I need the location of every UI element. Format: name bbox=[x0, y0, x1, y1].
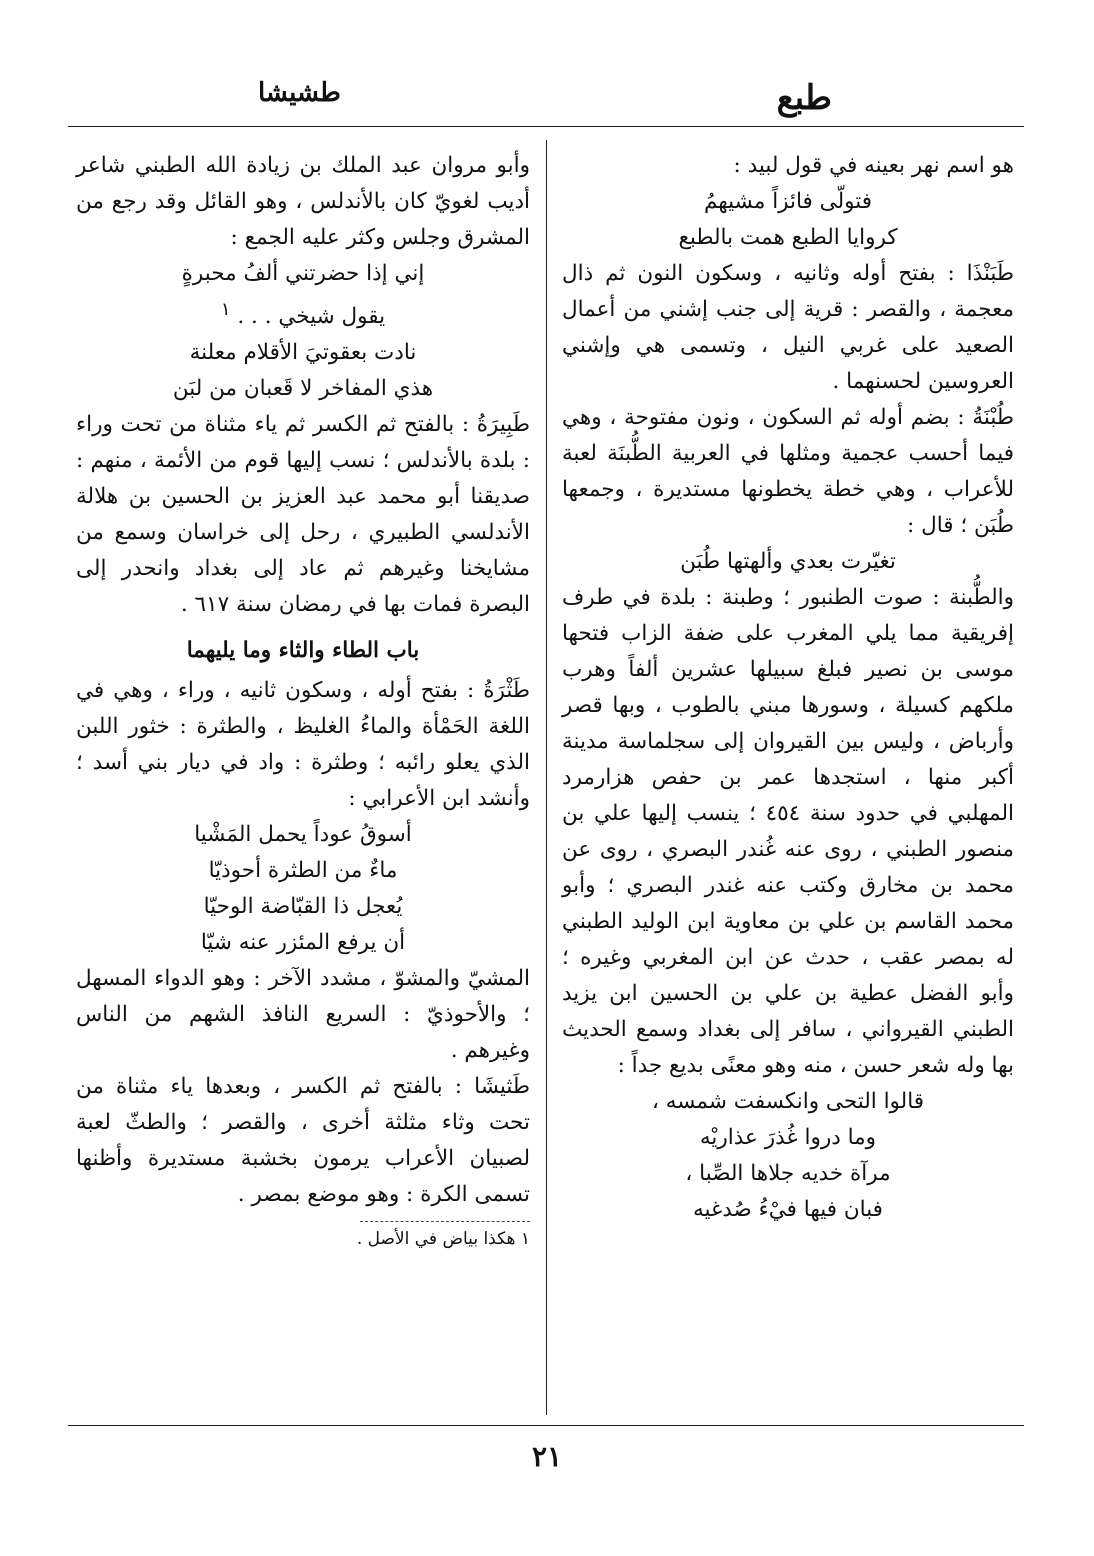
paragraph: المشيّ والمشوّ ، مشدد الآخر : وهو الدواء المسهل ؛ والأحوذيّ : السريع النافذ الشهم من الناس وغيرهم . bbox=[76, 966, 530, 1064]
page-number: ٢١ bbox=[531, 1440, 563, 1473]
footnote: ١ هكذا بياض في الأصل . bbox=[356, 1229, 530, 1250]
column-divider bbox=[546, 140, 547, 1415]
entry-tubna-town: والطُّبنة : صوت الطنبور ؛ وطبنة : بلدة في طرف إفريقية مما يلي المغرب على ضفة الزاب فتحها موسى بن نصير فبلغ سبيلها عشرين ألفاً وهرب ملكهم كسيلة ، وسورها مبني بالطوب ، وبها قصر وأرباض ، وليس بين القيروان إلى سجلماسة مدينة أكبر منها ، استجدها عمر بن حفص هزارمرد المهلبي في حدود سنة ٤٥٤ ؛ ينسب إليها علي بن منصور الطبني ، روى عنه غُندر البصري ، روى عن محمد بن مخارق وكتب عنه غندر البصري ؛ وأبو محمد القاسم بن علي بن معاوية ابن الوليد الطبني له بمصر عقب ، حدث عن ابن المغربي وغيره ؛ وأبو الفضل عطية بن علي بن الحسين ابن يزيد الطبني القيرواني ، سافر إلى بغداد وسمع الحديث بها وله شعر حسن ، منه وهو معنًى بديع جداً : bbox=[562, 585, 1014, 1078]
page-header-left: طشيشا bbox=[258, 78, 341, 108]
header-rule bbox=[68, 126, 1024, 127]
poem-verse: قالوا التحى وانكسفت شمسه ، bbox=[651, 1089, 925, 1114]
poem-verse: فبان فيها فيْءُ صُدغيه bbox=[693, 1197, 883, 1222]
footnote-mark: ١ bbox=[220, 299, 231, 320]
poem-verse bbox=[76, 292, 530, 335]
left-column bbox=[76, 148, 530, 1252]
entry-tabira: طَبِيرَةُ : بالفتح ثم الكسر ثم ياء مثناة من تحت وراء : بلدة بالأندلس ؛ نسب إليها قوم من الأئمة ، منهم : صديقنا أبو محمد عبد العزيز بن الحسين بن هلالة الأندلسي الطبيري ، رحل إلى خراسان وسمع من مشايخنا وغيرهم ثم عاد إلى بغداد وانحدر إلى البصرة فمات بها في رمضان سنة ٦١٧ . bbox=[76, 412, 530, 618]
page-header-right: طبع bbox=[776, 78, 832, 118]
poem-text: يقول شيخي . . . bbox=[237, 304, 386, 330]
poem-verse: كروايا الطبع همت بالطبع bbox=[678, 225, 898, 250]
entry-tathisha: طَثيشَا : بالفتح ثم الكسر ، وبعدها ياء مثناة من تحت وثاء مثلثة أخرى ، والقصر ؛ والطثّ لعبة لصبيان الأعراب يرمون بخشبة مستديرة وأظنها تسمى الكرة : وهو موضع بمصر . bbox=[76, 1074, 530, 1208]
section-title: باب الطاء والثاء وما يليهما bbox=[186, 638, 420, 664]
poem-verse: أسوقُ عوداً يحمل المَشْيا bbox=[194, 822, 412, 848]
poem-verse: يُعجل ذا القبّاضة الوحيّا bbox=[203, 894, 403, 920]
footer-rule bbox=[68, 1425, 1024, 1426]
poem-verse: فتولّى فائزاً مشيهمُ bbox=[703, 189, 873, 214]
intro-text: هو اسم نهر بعينه في قول لبيد : bbox=[733, 153, 1014, 178]
poem-verse: وما دروا غُذرَ عذاريْه bbox=[699, 1125, 877, 1150]
entry-tubna: طُبْنَةُ : بضم أوله ثم السكون ، ونون مفتوحة ، وهي فيما أحسب عجمية ومثلها في العربية الطُّبنَة لعبة للأعراب ، وهي خطة يخطونها مستديرة ، وجمعها طُبَن ؛ قال : bbox=[562, 405, 1014, 538]
poem-verse: ماءٌ من الطثرة أحوذيّا bbox=[208, 858, 398, 884]
poem-verse: أن يرفع المئزر عنه شيّا bbox=[200, 930, 406, 956]
entry-tabandha: طَبَنْذَا : بفتح أوله وثانيه ، وسكون النون ثم ذال معجمة ، والقصر : قرية إلى جنب إشني من أعمال الصعيد على غربي النيل ، وتسمى هي وإشني العروسين لحسنهما . bbox=[562, 261, 1014, 394]
poem-verse: تغيّرت بعدي وألهتها طُبَن bbox=[680, 549, 896, 574]
entry-tathra: طَثْرَةُ : بفتح أوله ، وسكون ثانيه ، وراء ، وهي في اللغة الحَمْأة والماءُ الغليظ ، والطثرة : خثور اللبن الذي يعلو رائبه ؛ وطثرة : واد في ديار بني أسد ؛ وأنشد ابن الأعرابي : bbox=[76, 678, 530, 812]
poem-verse: هذي المفاخر لا قَعبان من لبَن bbox=[172, 376, 434, 402]
poem-verse: نادت بعقوتيَ الأقلام معلنة bbox=[189, 340, 417, 366]
paragraph: وأبو مروان عبد الملك بن زيادة الله الطبني شاعر أديب لغويّ كان بالأندلس ، وهو القائل وقد رجع من المشرق وجلس وكثر عليه الجمع : bbox=[76, 153, 530, 250]
footnote-rule bbox=[360, 1221, 530, 1222]
right-column bbox=[562, 148, 1014, 1228]
poem-verse: إني إذا حضرتني ألفُ محبرةٍ bbox=[181, 261, 425, 286]
poem-verse: مرآة خديه جلاها الصِّبا ، bbox=[685, 1161, 891, 1186]
